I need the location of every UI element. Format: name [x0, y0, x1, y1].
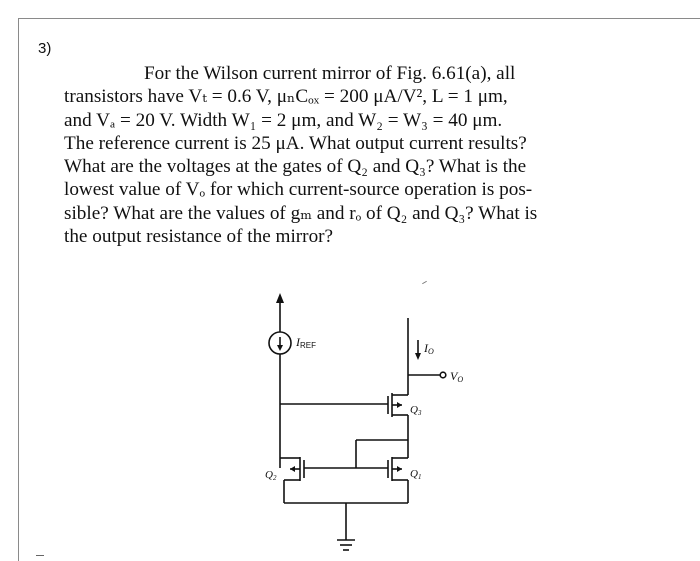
- q1-label: Q1: [410, 468, 422, 481]
- q2-label: Q2: [265, 469, 277, 482]
- problem-line-8: the output resistance of the mirror?: [64, 226, 334, 248]
- q3-label: Q3: [410, 404, 422, 417]
- q3-body-arrow-icon: [397, 402, 402, 408]
- problem-line-6: lowest value of Vₒ for which current-source operation is pos-: [64, 179, 533, 201]
- iref-label: IREF: [296, 335, 316, 350]
- problem-line-5: What are the voltages at the gates of Q₂ and Q₃? What is the: [64, 156, 527, 178]
- page-edge-mark: [36, 555, 44, 559]
- iref-source-arrowhead-icon: [277, 345, 283, 351]
- vo-label: VO: [450, 369, 464, 384]
- io-label: IO: [424, 341, 434, 356]
- problem-line-1: For the Wilson current mirror of Fig. 6.61(a), all: [144, 63, 516, 84]
- io-arrowhead-icon: [415, 353, 421, 360]
- q1-body-arrow-icon: [397, 466, 402, 472]
- problem-line-7: sible? What are the values of gₘ and rₒ of Q₂ and Q₃? What is: [64, 202, 538, 224]
- problem-line-2: transistors have Vₜ = 0.6 V, μₙCₒₓ = 200 μA/V², L = 1 μm,: [64, 86, 508, 108]
- vo-terminal-icon: [440, 372, 446, 378]
- q2-body-arrow-icon: [290, 466, 295, 472]
- question-number: 3): [38, 40, 52, 57]
- supply-arrow-icon: [276, 293, 284, 303]
- problem-line-3: and Vₐ = 20 V. Width W₁ = 2 μm, and W₂ = W₃ = 40 μm.: [64, 109, 503, 131]
- problem-line-4: The reference current is 25 μA. What output current results?: [64, 132, 527, 154]
